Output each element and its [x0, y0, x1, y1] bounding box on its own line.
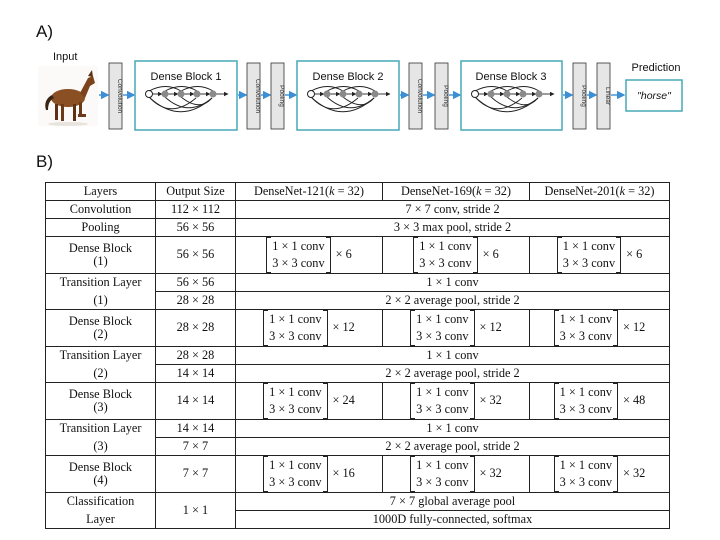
- densenet-architecture-diagram: [0, 0, 720, 170]
- svg-text:Linear: Linear: [604, 86, 611, 106]
- table-row: (2) 14 × 14 2 × 2 average pool, stride 2: [46, 365, 670, 383]
- layer-conv3: [409, 63, 423, 129]
- svg-text:Convolution: Convolution: [116, 78, 123, 114]
- svg-text:Convolution: Convolution: [416, 78, 423, 114]
- layer-conv1: [109, 63, 123, 129]
- header-densenet-121: DenseNet-121(k = 32): [236, 183, 383, 201]
- panel-a-label: A): [36, 22, 53, 41]
- table-row: Pooling 56 × 56 3 × 3 max pool, stride 2: [46, 219, 670, 237]
- table-row: Transition Layer 56 × 56 1 × 1 conv: [46, 274, 670, 292]
- table-row: Classification 1 × 1 7 × 7 global average pool: [46, 493, 670, 511]
- panel-b-label: B): [36, 152, 53, 171]
- table-row: Convolution 112 × 112 7 × 7 conv, stride 2: [46, 201, 670, 219]
- table-header-row: [46, 183, 670, 201]
- prediction-box: [626, 80, 682, 111]
- layer-conv2: [247, 63, 261, 129]
- layer-pool4: [573, 63, 587, 129]
- header-layers: Layers: [46, 183, 156, 201]
- layer-pool2: [271, 63, 285, 129]
- table-row: Transition Layer 28 × 28 1 × 1 conv: [46, 347, 670, 365]
- table-row: Dense Block (4) 7 × 7 1 × 1 conv 3 × 3 conv × 16 1 × 1 conv 3 × 3 conv × 32 1 × 1 conv 3 × 3 conv × 32: [46, 456, 670, 493]
- svg-text:Convolution: Convolution: [254, 78, 261, 114]
- svg-text:Dense Block 2: Dense Block 2: [312, 71, 384, 83]
- header-densenet-169: DenseNet-169(k = 32): [383, 183, 530, 201]
- table-row: Dense Block (3) 14 × 14 1 × 1 conv 3 × 3 conv × 24 1 × 1 conv 3 × 3 conv × 32 1 × 1 conv 3 × 3 conv × 48: [46, 383, 670, 420]
- prediction-value: "horse": [637, 90, 671, 102]
- svg-text:Dense Block 1: Dense Block 1: [150, 71, 222, 83]
- prediction-label: Prediction: [631, 62, 681, 74]
- table-row: Dense Block (1) 56 × 56 1 × 1 conv 3 × 3 conv × 6 1 × 1 conv 3 × 3 conv × 6 1 × 1 conv 3 × 3 conv × 6: [46, 237, 670, 274]
- table-row: Layer 1000D fully-connected, softmax: [46, 511, 670, 529]
- layer-linear: [597, 63, 611, 129]
- input-label: Input: [53, 51, 78, 63]
- table-row: (3) 7 × 7 2 × 2 average pool, stride 2: [46, 438, 670, 456]
- svg-text:Pooling: Pooling: [580, 85, 587, 107]
- table-row: Transition Layer 14 × 14 1 × 1 conv: [46, 420, 670, 438]
- dense-block-1: [135, 61, 237, 130]
- table-row: Dense Block (2) 28 × 28 1 × 1 conv 3 × 3 conv × 12 1 × 1 conv 3 × 3 conv × 12 1 × 1 conv 3 × 3 conv × 12: [46, 310, 670, 347]
- horse-image: [38, 66, 98, 126]
- table-row: (1) 28 × 28 2 × 2 average pool, stride 2: [46, 292, 670, 310]
- dense-block-3: [461, 61, 562, 130]
- dense-block-2: [297, 61, 399, 130]
- header-output-size: Output Size: [156, 183, 236, 201]
- densenet-architecture-table: [45, 182, 670, 529]
- layer-pool3: [435, 63, 449, 129]
- header-densenet-201: DenseNet-201(k = 32): [530, 183, 670, 201]
- svg-text:Dense Block 3: Dense Block 3: [475, 71, 547, 83]
- svg-text:Pooling: Pooling: [278, 85, 285, 107]
- svg-text:Pooling: Pooling: [442, 85, 449, 107]
